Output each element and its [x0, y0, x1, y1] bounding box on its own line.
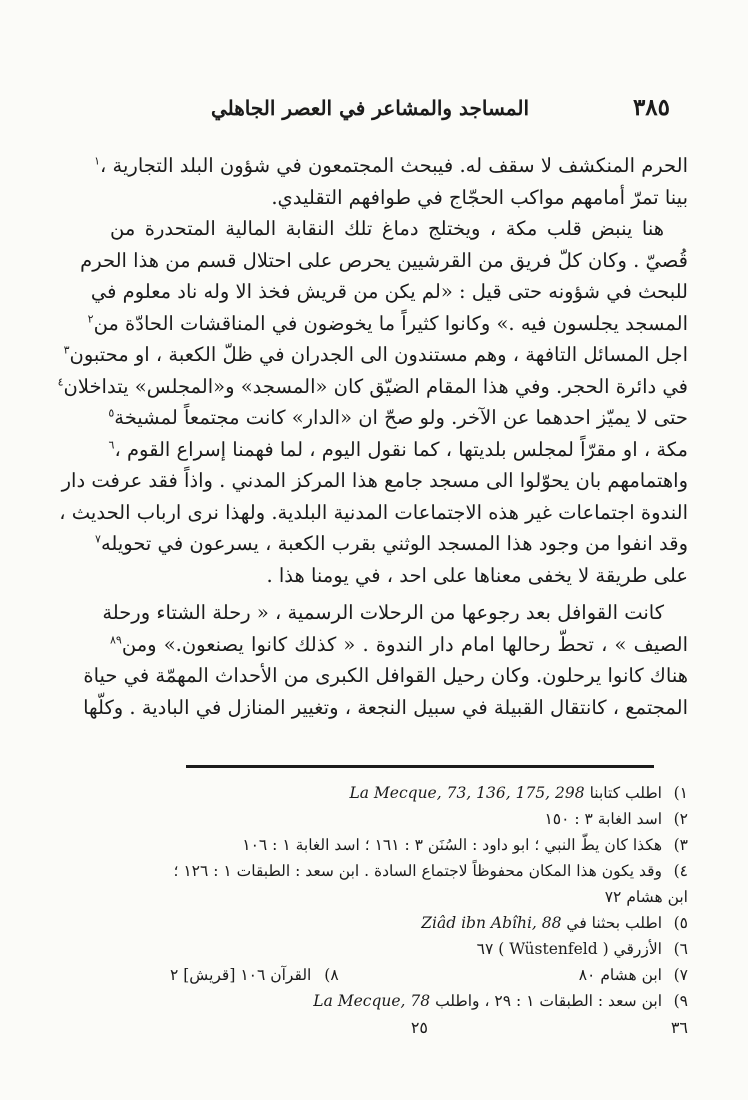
body-line: الحرم المنكشف لا سقف له. فيبحث المجتمعون في شؤون البلد التجارية ،$^١$	[94, 154, 688, 177]
signature-mark: ٢٥	[410, 1018, 428, 1037]
page-header	[110, 92, 670, 128]
body-line: المجتمع ، كانتقال القبيلة في سبيل النجعة ، وتغيير المنازل في البادية . وكلّها	[83, 695, 688, 719]
footnote-ref: ٢	[87, 312, 94, 325]
body-line: هنا ينبض قلب مكة ، ويختلج دماغ تلك النقابة المالية المتحدرة من	[110, 217, 664, 240]
footnote-ref: ٦	[108, 438, 115, 451]
body-line: للبحث في شؤونه حتى قيل : «لم يكن من قريش فخذ الا وله ناد معلوم في	[90, 280, 688, 303]
body-line: كانت القوافل بعد رجوعها من الرحلات الرسمية ، « رحلة الشتاء ورحلة	[102, 601, 664, 624]
body-line: في دائرة الحجر. وفي هذا المقام الضيّق كان «المسجد» و«المجلس» يتداخلان$^٤$	[57, 374, 688, 398]
footnote-ref: ٩	[115, 633, 122, 646]
body-line: الندوة اجتماعات غير هذه الاجتماعات المدنية البلدية. ولهذا نرى ارباب الحديث ،	[59, 500, 688, 524]
footnote-ref: ٥	[108, 406, 115, 420]
footnote-ref: ٧	[95, 532, 101, 546]
body-line: حتى لا يميّز احدهما عن الآخر. ولو صحّ ان «الدار» كانت مجتمعاً لمشيخة$^٥$	[108, 406, 688, 429]
body-line: اجل المسائل التافهة ، وهم مستندون الى الجدران في ظلّ الكعبة ، او محتبون$^٣$	[63, 343, 688, 366]
footnote-item: ١) اطلب كتابنا La Mecque, 73, 136, 175, 298	[349, 784, 688, 802]
footnote-item: ٩) ابن سعد : الطبقات ١ : ٢٩ ، واطلب La Mecque, 78	[313, 992, 688, 1010]
footnote-item: ٧) ابن هشام ٨٠ ٨) القرآن ١٠٦ [قريش] ٢	[170, 966, 688, 984]
body-line: على طريقة لا يخفى معناها على احد ، في يومنا هذا .	[266, 563, 688, 587]
body-line: وقد انفوا من وجود هذا المسجد الوثني بقرب الكعبة ، يسرعون في تحويله$^٧$	[95, 532, 688, 555]
footnotes	[110, 780, 688, 1014]
running-title: المساجد والمشاعر في العصر الجاهلي	[210, 96, 530, 120]
footnote-item: ٦) الأزرقي ( Wüstenfeld ) ٦٧	[476, 940, 688, 958]
body-line: بينا تمرّ أمامهم مواكب الحجّاج في طوافهم التقليدي.	[271, 185, 688, 209]
body-line: قُصيّ . وكان كلّ فريق من القرشيين يحرص على احتلال قسم من هذا الحرم	[80, 248, 688, 272]
body-line: مكة ، او مقرّاً لمجلس بلديتها ، كما نقول اليوم ، لما فهمنا إسراع القوم ،$^٦$	[108, 437, 688, 461]
body-line: واهتمامهم بان يحوّلوا الى مسجد جامع هذا المركز المدني . واذاً فقد عرفت دار	[61, 469, 688, 492]
footnote-ref: ١	[94, 154, 101, 168]
footnote-item: ٥) اطلب بحثنا في Ziâd ibn Abîhi, 88	[421, 914, 688, 932]
footnote-divider	[186, 765, 654, 768]
body-line: هناك كانوا يرحلون. وكان رحيل القوافل الكبرى من الأحداث المهمّة في حياة	[83, 664, 688, 687]
footnote-item: ابن هشام ٧٢	[604, 888, 688, 906]
footnote-ref: ٨	[110, 633, 116, 646]
body-line: الصيف » ، تحطّ رحالها امام دار الندوة . « كذلك كانوا يصنعون.» ومن$^{٨٩}$	[110, 632, 688, 656]
body-line: المسجد يجلسون فيه .» وكانوا كثيراً ما يخوضون في المناقشات الحادّة من$^٢$	[87, 311, 688, 335]
footnote-item: ٣) هكذا كان يطّ النبي ؛ ابو داود : السُنَن ٣ : ١٦١ ؛ اسد الغابة ١ : ١٠٦	[242, 836, 688, 854]
footnote-item: ٤) وقد يكون هذا المكان محفوظاً لاجتماع السادة . ابن سعد : الطبقات ١ : ١٢٦ ؛	[173, 862, 688, 880]
footnote-ref: ٣	[63, 343, 70, 357]
footnote-item: ٢) اسد الغابة ٣ : ١٥٠	[544, 810, 688, 828]
page-number: ٣٨٥	[632, 94, 670, 121]
signature-mark: ٣٦	[670, 1018, 688, 1037]
footnote-ref: ٤	[57, 375, 64, 388]
body-text	[57, 150, 688, 723]
